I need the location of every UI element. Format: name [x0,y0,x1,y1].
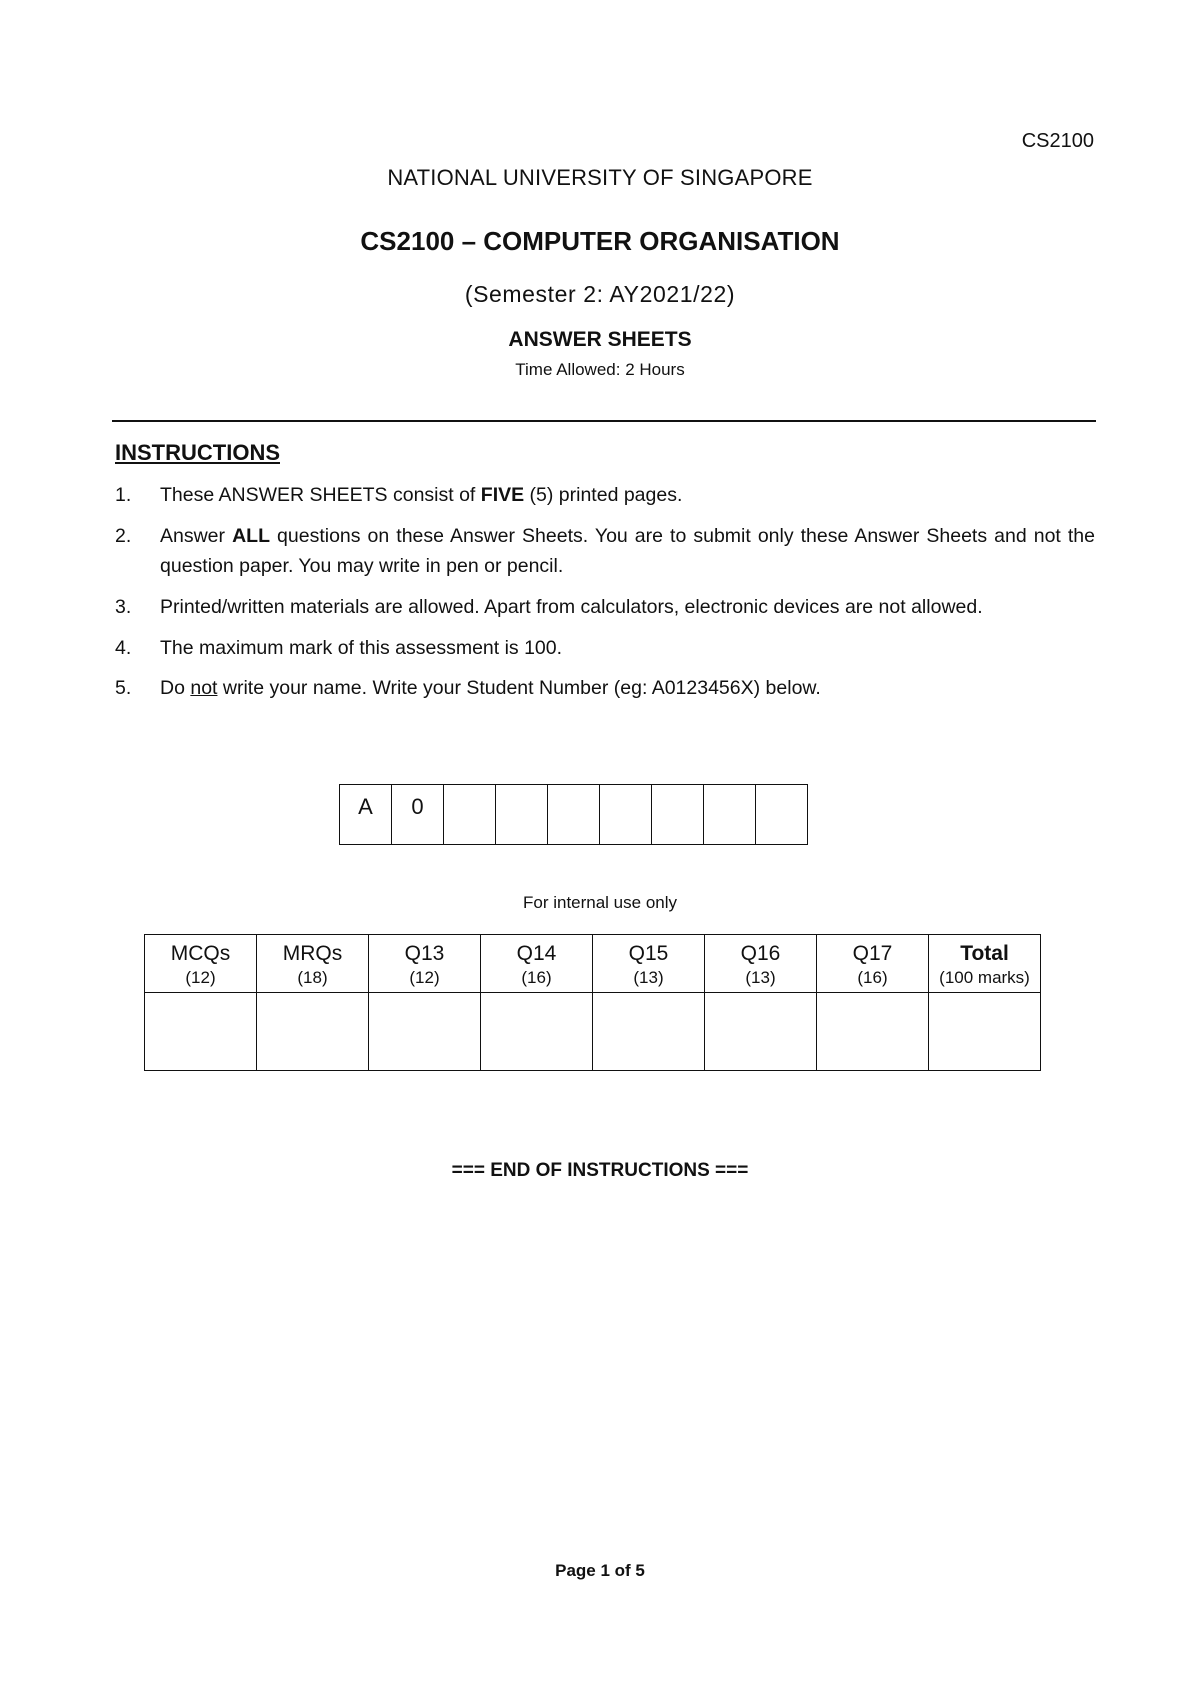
marks-table [144,934,1041,1071]
student-number-boxes [339,784,808,845]
student-number-cell[interactable] [600,785,652,845]
marks-entry-cell[interactable] [817,993,929,1071]
sheet-title: ANSWER SHEETS [508,328,692,351]
student-number-cell[interactable] [548,785,600,845]
instruction-item [115,521,1095,581]
instruction-text: Printed/written materials are allowed. Apart from calculators, electronic devices are not allowed. [160,596,983,618]
internal-use-note: For internal use only [522,893,678,912]
course-title: CS2100 – COMPUTER ORGANISATION [360,226,840,256]
semester: (Semester 2: AY2021/22) [464,281,736,307]
marks-entry-cell[interactable] [929,993,1041,1071]
marks-header-row [145,935,1041,993]
marks-header-cell-total: Total (100 marks) [929,935,1041,993]
end-of-instructions: === END OF INSTRUCTIONS === [451,1160,749,1181]
marks-header-cell: MCQs (12) [145,935,257,993]
student-number-cell[interactable] [756,785,808,845]
instruction-text: The maximum mark of this assessment is 100. [160,637,563,659]
instruction-number: 4. [115,637,132,659]
instruction-number: 2. [115,525,132,547]
marks-entry-cell[interactable] [481,993,593,1071]
marks-entry-cell[interactable] [257,993,369,1071]
marks-header-cell: MRQs (18) [257,935,369,993]
instruction-text: Do [160,677,191,699]
instruction-item [115,480,1095,510]
student-number-cell[interactable] [496,785,548,845]
instructions-heading: INSTRUCTIONS [115,440,280,465]
student-number-cell[interactable] [444,785,496,845]
instruction-number: 3. [115,596,132,618]
time-allowed: Time Allowed: 2 Hours [515,360,685,379]
course-code: CS2100 [1021,130,1094,152]
marks-header-cell: Q15 (13) [593,935,705,993]
page-number: Page 1 of 5 [555,1561,645,1580]
student-number-cell[interactable]: A [340,785,392,845]
marks-entry-row [145,993,1041,1071]
instruction-number: 1. [115,484,132,506]
marks-entry-cell[interactable] [593,993,705,1071]
marks-header-cell: Q17 (16) [817,935,929,993]
instruction-text: (5) printed pages. [524,484,683,506]
student-number-cell[interactable] [652,785,704,845]
instruction-item [115,592,1095,622]
student-number-cell[interactable] [704,785,756,845]
instruction-text: write your name. Write your Student Number (eg: A0123456X) below. [217,677,821,699]
instruction-emphasis: ALL [232,525,270,547]
instruction-emphasis: FIVE [480,484,525,506]
student-number-cell[interactable]: 0 [392,785,444,845]
instruction-emphasis: not [190,677,218,699]
marks-entry-cell[interactable] [705,993,817,1071]
instructions-list [115,480,1095,714]
instruction-text: Answer [160,525,233,547]
university-name: NATIONAL UNIVERSITY OF SINGAPORE [387,165,813,190]
instruction-item [115,673,1095,703]
instruction-item [115,633,1095,663]
instruction-text: These ANSWER SHEETS consist of [160,484,481,506]
marks-header-cell: Q16 (13) [705,935,817,993]
divider [112,420,1096,422]
marks-entry-cell[interactable] [369,993,481,1071]
instruction-text: questions on these Answer Sheets. You are to submit only these Answer Sheets and not the question paper. You may write in pen or pencil. [160,525,1095,577]
instruction-number: 5. [115,677,132,699]
marks-entry-cell[interactable] [145,993,257,1071]
marks-header-cell: Q13 (12) [369,935,481,993]
marks-header-cell: Q14 (16) [481,935,593,993]
